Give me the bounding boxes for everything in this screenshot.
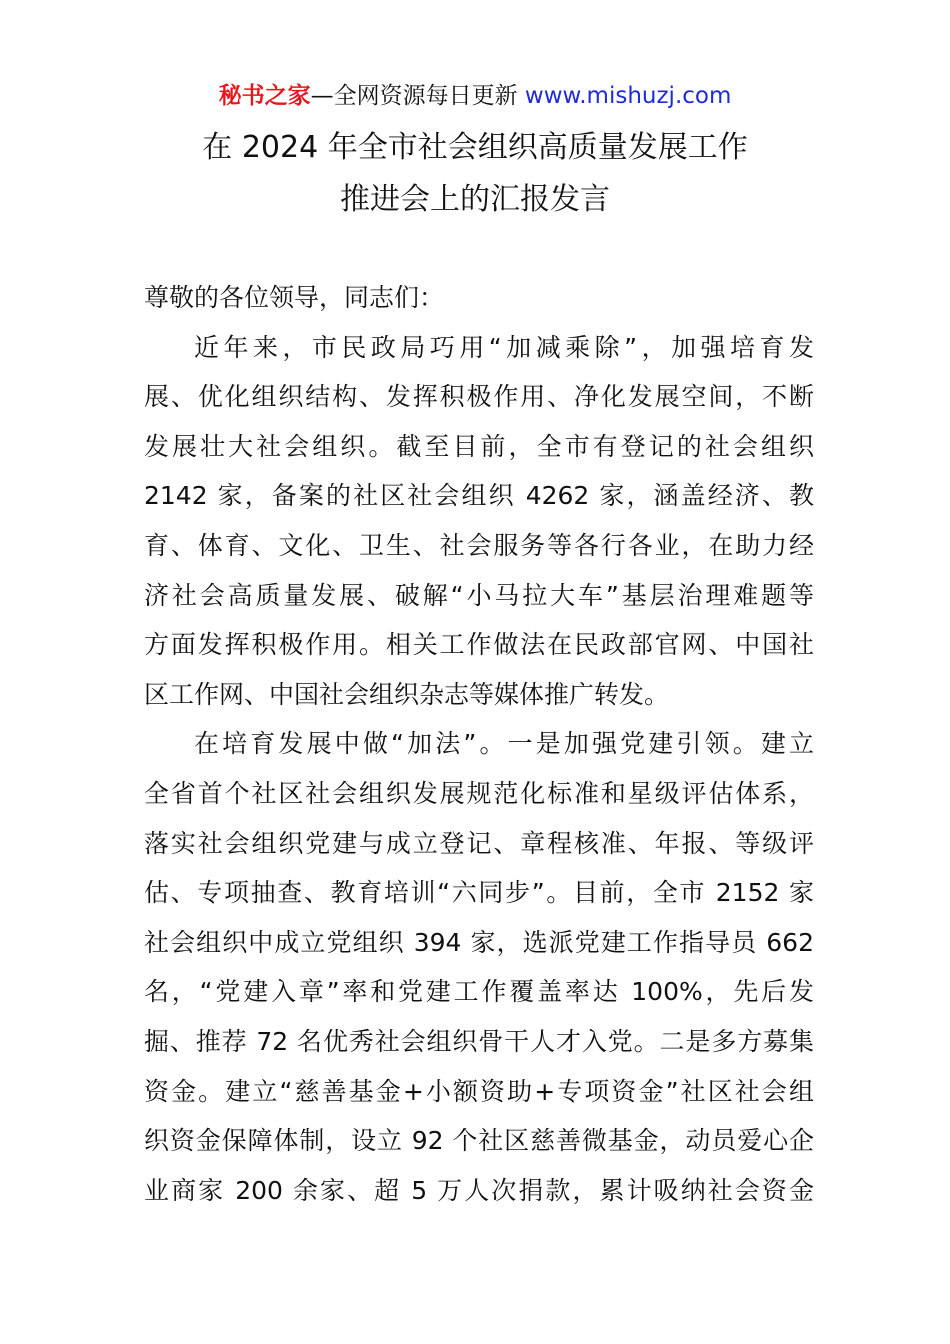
paragraph-line: 全省首个社区社会组织发展规范化标准和星级评估体系， [144,778,814,808]
site-url-link[interactable]: www.mishuzj.com [524,83,732,109]
paragraph-line: 社会组织中成立党组织 394 家，选派党建工作指导员 662 [144,927,814,957]
paragraph-line: 在培育发展中做“加法”。一是加强党建引领。建立 [194,729,814,759]
paragraph-line: 展、优化组织结构、发挥积极作用、净化发展空间，不断 [144,382,814,412]
paragraph-line: 名，“党建入章”率和党建工作覆盖率达 100%，先后发 [144,977,814,1007]
document-body [144,276,814,1218]
paragraph-line: 掘、推荐 72 名优秀社会组织骨干人才入党。二是多方募集 [144,1026,814,1056]
document-title [0,128,950,220]
paragraph-line: 业商家 200 余家、超 5 万人次捐款，累计吸纳社会资金 [144,1175,814,1205]
paragraph-line: 近年来，市民政局巧用“加减乘除”，加强培育发 [194,332,814,362]
salutation: 尊敬的各位领导，同志们： [144,283,445,312]
paragraph-line: 发展壮大社会组织。截至目前，全市有登记的社会组织 [144,431,814,461]
title-line-2: 推进会上的汇报发言 [340,182,610,217]
paragraph-line: 资金。建立“慈善基金+小额资助+专项资金”社区社会组 [144,1076,814,1106]
paragraph-line: 区工作网、中国社会组织杂志等媒体推广转发。 [144,679,670,709]
paragraph-line: 估、专项抽查、教育培训“六同步”。目前，全市 2152 家 [144,878,814,908]
paragraph-line: 济社会高质量发展、破解“小马拉大车”基层治理难题等 [144,580,814,610]
paragraph-line: 织资金保障体制，设立 92 个社区慈善微基金，动员爱心企 [144,1126,814,1156]
title-line-1: 在 2024 年全市社会组织高质量发展工作 [202,130,748,165]
paragraph-line: 落实社会组织党建与成立登记、章程核准、年报、等级评 [144,828,814,858]
paragraph-line: 方面发挥积极作用。相关工作做法在民政部官网、中国社 [144,630,814,660]
site-tagline: —全网资源每日更新 [310,83,518,109]
paragraph-line: 育、体育、文化、卫生、社会服务等各行各业，在助力经 [144,530,814,560]
site-watermark-header [0,80,950,112]
site-brand: 秘书之家 [218,83,311,109]
paragraph-line: 2142 家，备案的社区社会组织 4262 家，涵盖经济、教 [144,481,814,511]
